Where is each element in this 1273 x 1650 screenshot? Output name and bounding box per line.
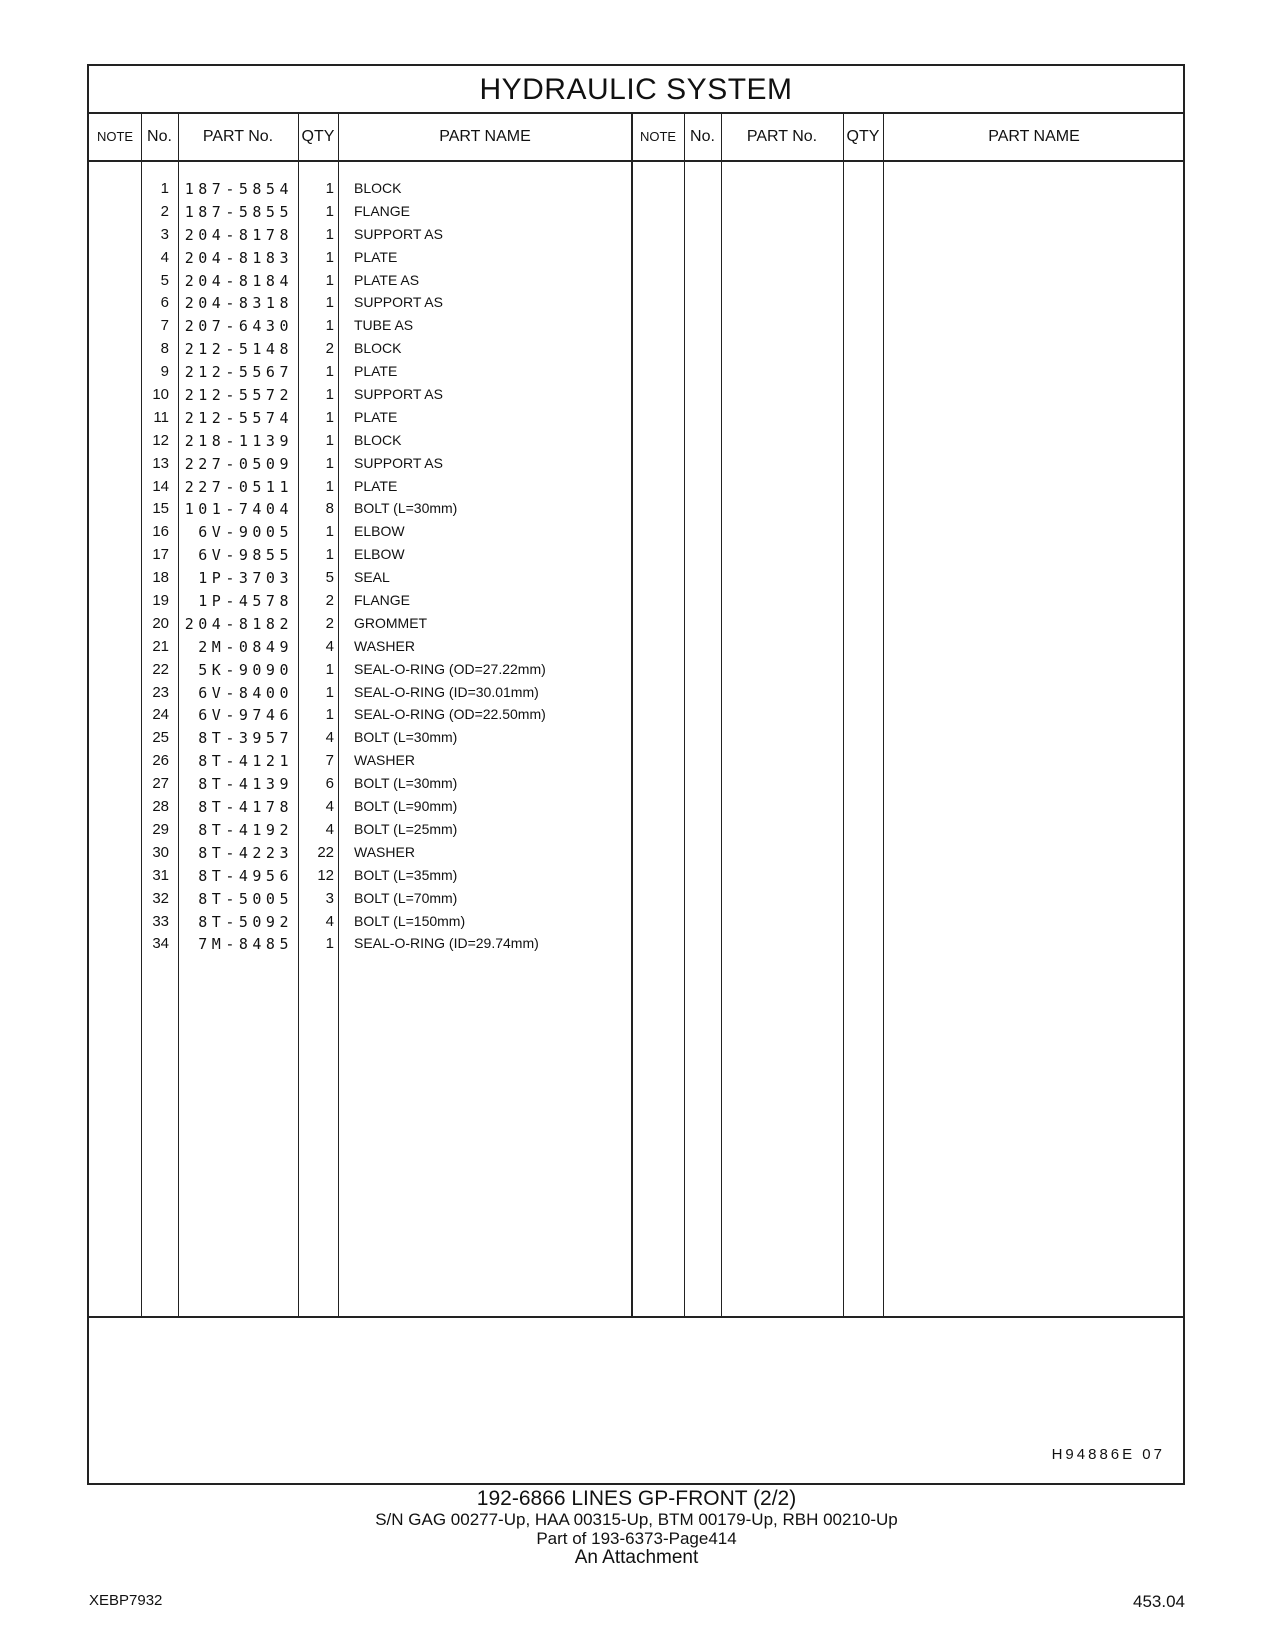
part-name: SEAL — [354, 569, 390, 586]
table-row — [89, 338, 1183, 361]
item-number: 1 — [160, 180, 169, 197]
header-part-no-right: PART No. — [746, 128, 818, 145]
part-name: SEAL-O-RING (OD=22.50mm) — [354, 706, 546, 723]
item-number: 22 — [152, 660, 169, 678]
header-part-name-right: PART NAME — [988, 128, 1080, 145]
part-number: 218-1139 — [184, 431, 293, 450]
part-number: 207-6430 — [184, 317, 293, 336]
part-number: 227-0509 — [184, 454, 293, 473]
part-number: 8T-5092 — [198, 912, 293, 931]
quantity: 1 — [325, 317, 334, 335]
table-row — [89, 544, 1183, 567]
table-row — [89, 590, 1183, 613]
part-name: WASHER — [354, 843, 415, 860]
quantity: 1 — [325, 683, 334, 701]
quantity: 1 — [325, 294, 334, 312]
quantity: 12 — [317, 866, 334, 884]
table-row — [89, 247, 1183, 270]
quantity: 6 — [325, 775, 334, 793]
quantity: 1 — [325, 454, 334, 472]
part-number: 8T-4192 — [198, 820, 293, 839]
part-name: SUPPORT AS — [354, 386, 443, 403]
quantity: 2 — [325, 614, 334, 632]
part-name: BOLT (L=90mm) — [354, 798, 458, 815]
item-number: 21 — [152, 637, 169, 655]
part-number: 204-8178 — [184, 225, 293, 244]
caption-title: 192-6866 LINES GP-FRONT (2/2) — [476, 1487, 797, 1510]
part-number: 212-5148 — [184, 340, 293, 359]
part-name: PLATE — [354, 363, 398, 380]
item-number: 28 — [152, 798, 169, 816]
table-row — [89, 911, 1183, 934]
table-row — [89, 888, 1183, 911]
part-number: 8T-4139 — [198, 775, 293, 794]
quantity: 2 — [325, 592, 334, 610]
header-note-left: NOTE — [96, 129, 134, 144]
table-row — [89, 315, 1183, 338]
quantity: 5 — [325, 569, 334, 587]
quantity: 1 — [325, 546, 334, 564]
table-row — [89, 796, 1183, 819]
quantity: 1 — [325, 180, 334, 197]
part-name: PLATE — [354, 477, 398, 494]
item-number: 27 — [152, 775, 169, 793]
table-row — [89, 270, 1183, 293]
item-number: 12 — [152, 431, 169, 449]
item-number: 4 — [160, 248, 169, 266]
table-row — [89, 224, 1183, 247]
quantity: 1 — [325, 225, 334, 243]
part-number: 5K-9090 — [198, 660, 293, 679]
item-number: 34 — [152, 935, 169, 953]
header-part-no-left: PART No. — [202, 128, 274, 145]
header-note-right: NOTE — [639, 129, 677, 144]
item-number: 31 — [152, 866, 169, 884]
part-number: 8T-4121 — [198, 752, 293, 771]
part-number: 6V-9855 — [198, 546, 293, 565]
item-number: 3 — [160, 225, 169, 243]
part-number: 212-5572 — [184, 386, 293, 405]
part-name: SEAL-O-RING (OD=27.22mm) — [354, 660, 546, 677]
parts-rows — [89, 178, 1183, 956]
drawing-code: H94886E 07 — [1051, 1446, 1165, 1463]
table-row — [89, 750, 1183, 773]
quantity: 4 — [325, 729, 334, 747]
part-number: 1P-3703 — [198, 569, 293, 588]
part-name: PLATE — [354, 248, 398, 265]
table-bottom-rule — [89, 1316, 1183, 1318]
item-number: 20 — [152, 614, 169, 632]
part-number: 2M-0849 — [198, 637, 293, 656]
header-no-left: No. — [147, 128, 172, 145]
part-number: 8T-3957 — [198, 729, 293, 748]
part-name: TUBE AS — [354, 317, 414, 334]
quantity: 1 — [325, 363, 334, 381]
part-name: BLOCK — [354, 180, 402, 196]
item-number: 7 — [160, 317, 169, 335]
item-number: 26 — [152, 752, 169, 770]
part-number: 187-5854 — [184, 180, 293, 198]
part-name: ELBOW — [354, 546, 405, 563]
part-name: WASHER — [354, 637, 415, 654]
quantity: 1 — [325, 408, 334, 426]
part-number: 6V-9746 — [198, 706, 293, 725]
table-row — [89, 178, 1183, 201]
quantity: 1 — [325, 386, 334, 404]
caption-attachment: An Attachment — [574, 1547, 699, 1568]
quantity: 1 — [325, 202, 334, 220]
item-number: 14 — [152, 477, 169, 495]
part-number: 8T-4223 — [198, 843, 293, 862]
table-header — [89, 114, 1183, 162]
part-name: BOLT (L=25mm) — [354, 820, 458, 837]
item-number: 16 — [152, 523, 169, 541]
part-name: GROMMET — [354, 614, 428, 631]
quantity: 1 — [325, 431, 334, 449]
caption-serials: S/N GAG 00277-Up, HAA 00315-Up, BTM 00179-Up, RBH 00210-Up — [375, 1510, 898, 1529]
item-number: 11 — [153, 408, 169, 426]
header-qty-right: QTY — [846, 128, 880, 145]
part-number: 101-7404 — [184, 500, 293, 519]
table-row — [89, 430, 1183, 453]
section-title: HYDRAULIC SYSTEM — [89, 66, 1183, 114]
quantity: 1 — [325, 271, 334, 289]
quantity: 4 — [325, 912, 334, 930]
header-no-right: No. — [690, 128, 715, 145]
part-number: 204-8182 — [184, 614, 293, 633]
document-id: XEBP7932 — [89, 1592, 163, 1609]
part-name: SEAL-O-RING (ID=30.01mm) — [354, 683, 539, 700]
quantity: 4 — [325, 820, 334, 838]
caption-block — [0, 1488, 1273, 1568]
quantity: 4 — [325, 637, 334, 655]
item-number: 19 — [152, 592, 169, 610]
item-number: 5 — [160, 271, 169, 289]
part-number: 8T-4178 — [198, 798, 293, 817]
table-row — [89, 773, 1183, 796]
part-name: BOLT (L=35mm) — [354, 866, 458, 883]
quantity: 1 — [325, 660, 334, 678]
quantity: 4 — [325, 798, 334, 816]
part-number: 227-0511 — [184, 477, 293, 496]
table-row — [89, 842, 1183, 865]
item-number: 2 — [160, 202, 169, 220]
item-number: 33 — [152, 912, 169, 930]
item-number: 23 — [152, 683, 169, 701]
caption-part-of: Part of 193-6373-Page414 — [536, 1529, 737, 1548]
quantity: 8 — [325, 500, 334, 518]
table-row — [89, 865, 1183, 888]
table-row — [89, 453, 1183, 476]
table-row — [89, 498, 1183, 521]
part-name: SEAL-O-RING (ID=29.74mm) — [354, 935, 539, 952]
part-number: 204-8318 — [184, 294, 293, 313]
table-row — [89, 476, 1183, 499]
table-row — [89, 567, 1183, 590]
header-qty-left: QTY — [301, 128, 335, 145]
table-row — [89, 407, 1183, 430]
part-number: 187-5855 — [184, 202, 293, 221]
table-row — [89, 727, 1183, 750]
quantity: 1 — [325, 477, 334, 495]
item-number: 30 — [152, 843, 169, 861]
quantity: 7 — [325, 752, 334, 770]
parts-list-frame — [87, 64, 1185, 1485]
part-number: 6V-8400 — [198, 683, 293, 702]
item-number: 32 — [152, 889, 169, 907]
table-row — [89, 613, 1183, 636]
part-name: BOLT (L=70mm) — [354, 889, 458, 906]
item-number: 13 — [152, 454, 169, 472]
part-name: BOLT (L=30mm) — [354, 775, 458, 792]
part-name: SUPPORT AS — [354, 225, 443, 242]
quantity: 3 — [325, 889, 334, 907]
part-number: 1P-4578 — [198, 592, 293, 611]
item-number: 9 — [160, 363, 169, 381]
part-number: 6V-9005 — [198, 523, 293, 542]
item-number: 15 — [152, 500, 169, 518]
table-row — [89, 682, 1183, 705]
table-row — [89, 659, 1183, 682]
part-name: SUPPORT AS — [354, 294, 443, 311]
part-name: FLANGE — [354, 592, 411, 609]
part-number: 204-8183 — [184, 248, 293, 267]
item-number: 29 — [152, 820, 169, 838]
part-name: SUPPORT AS — [354, 454, 443, 471]
part-number: 8T-5005 — [198, 889, 293, 908]
item-number: 24 — [152, 706, 169, 724]
table-row — [89, 521, 1183, 544]
quantity: 1 — [325, 706, 334, 724]
part-number: 212-5574 — [184, 408, 293, 427]
table-row — [89, 384, 1183, 407]
item-number: 18 — [152, 569, 169, 587]
part-name: BOLT (L=30mm) — [354, 729, 458, 746]
part-number: 204-8184 — [184, 271, 293, 290]
part-name: PLATE AS — [354, 271, 420, 288]
part-name: BOLT (L=150mm) — [354, 912, 466, 929]
quantity: 2 — [325, 340, 334, 358]
item-number: 25 — [152, 729, 169, 747]
table-row — [89, 819, 1183, 842]
part-number: 7M-8485 — [198, 935, 293, 954]
item-number: 17 — [152, 546, 169, 564]
quantity: 22 — [317, 843, 334, 861]
part-name: BOLT (L=30mm) — [354, 500, 458, 517]
part-name: BLOCK — [354, 431, 402, 448]
part-name: PLATE — [354, 408, 398, 425]
quantity: 1 — [325, 935, 334, 953]
quantity: 1 — [325, 248, 334, 266]
item-number: 10 — [152, 386, 169, 404]
part-number: 8T-4956 — [198, 866, 293, 885]
table-row — [89, 361, 1183, 384]
item-number: 8 — [160, 340, 169, 358]
table-row — [89, 201, 1183, 224]
part-name: WASHER — [354, 752, 415, 769]
part-name: FLANGE — [354, 202, 411, 219]
header-part-name-left: PART NAME — [439, 128, 531, 145]
item-number: 6 — [160, 294, 169, 312]
page-number: 453.04 — [1133, 1592, 1185, 1611]
table-row — [89, 933, 1183, 956]
part-number: 212-5567 — [184, 363, 293, 382]
table-row — [89, 292, 1183, 315]
table-row — [89, 636, 1183, 659]
quantity: 1 — [325, 523, 334, 541]
table-row — [89, 704, 1183, 727]
part-name: BLOCK — [354, 340, 402, 357]
part-name: ELBOW — [354, 523, 405, 540]
